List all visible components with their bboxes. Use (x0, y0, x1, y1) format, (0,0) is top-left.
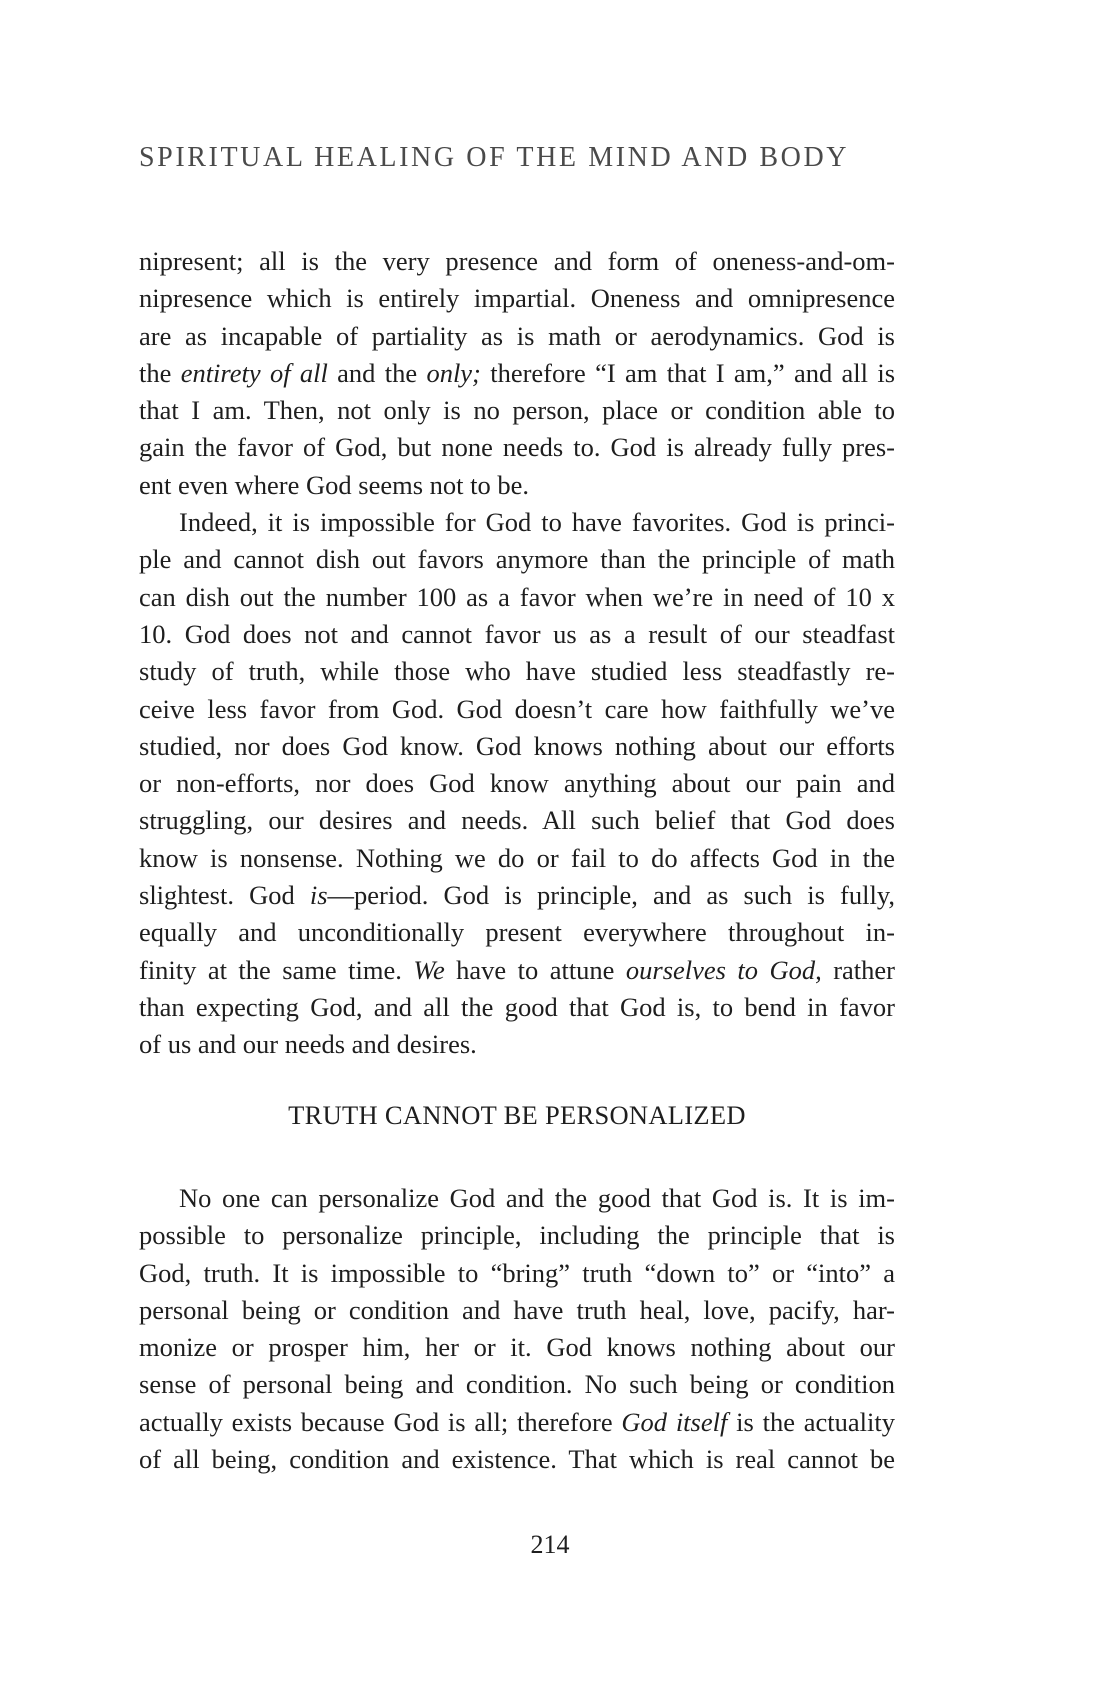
italic-phrase: entirety of all (180, 357, 328, 388)
page-number: 214 (530, 1530, 570, 1559)
text-line: of us and our needs and desires. (139, 1029, 477, 1060)
text-line: equally and unconditionally present everywhere throughout in- (139, 917, 895, 948)
paragraph-first-line: Indeed, it is impossible for God to have favorites. God is princi- (179, 507, 895, 538)
italic-phrase: ourselves to God, (625, 954, 822, 985)
text-line: that I am. Then, not only is no person, place or condition able to (139, 395, 895, 426)
text-line: are as incapable of partiality as is math or aerodynamics. God is (139, 320, 895, 351)
text-line: ceive less favor from God. God doesn’t care how faithfully we’ve (139, 693, 895, 724)
text-line: possible to personalize principle, including the principle that is (139, 1220, 895, 1251)
italic-phrase: God itself (621, 1406, 728, 1437)
text-line: can dish out the number 100 as a favor when we’re in need of 10 x (139, 581, 895, 612)
text-line: monize or prosper him, her or it. God knows nothing about our (139, 1332, 895, 1363)
text-line: ple and cannot dish out favors anymore than the principle of math (139, 544, 895, 575)
section-heading: TRUTH CANNOT BE PERSONALIZED (288, 1100, 746, 1130)
text-line: ent even where God seems not to be. (139, 469, 530, 500)
text-line: gain the favor of God, but none needs to. God is already fully pres- (139, 432, 895, 463)
text-line: or non-efforts, nor does God know anything about our pain and (139, 768, 895, 799)
text-line: 10. God does not and cannot favor us as a result of our steadfast (139, 618, 895, 649)
text-line: nipresence which is entirely impartial. Oneness and omnipresence (139, 283, 895, 314)
body-text-bottom (139, 1180, 895, 1478)
text-line: of all being, condition and existence. That which is real cannot be (139, 1444, 895, 1475)
text-line: study of truth, while those who have studied less steadfastly re- (139, 656, 895, 687)
paragraph-first-line: No one can personalize God and the good that God is. It is im- (179, 1183, 895, 1213)
text-line: studied, nor does God know. God knows nothing about our efforts (139, 730, 895, 761)
text-line: know is nonsense. Nothing we do or fail to do affects God in the (139, 842, 895, 873)
text-line: God, truth. It is impossible to “bring” truth “down to” or “into” a (139, 1257, 895, 1288)
italic-phrase: only; (426, 357, 481, 388)
italic-phrase: is (309, 880, 328, 911)
running-head: SPIRITUAL HEALING OF THE MIND AND BODY (139, 142, 850, 173)
text-line: the entirety of all and the only; therefore “I am that I am,” and all is (139, 357, 896, 388)
text-line: struggling, our desires and needs. All such belief that God does (139, 805, 895, 836)
text-line: sense of personal being and condition. No such being or condition (139, 1369, 895, 1400)
text-line: than expecting God, and all the good that God is, to bend in favor (139, 991, 895, 1022)
text-line: finity at the same time. We have to attune ourselves to God, rather (139, 954, 895, 985)
text-line: actually exists because God is all; therefore God itself is the actuality (139, 1406, 895, 1437)
text-line: personal being or condition and have truth heal, love, pacify, har- (139, 1294, 895, 1325)
body-text-top (139, 243, 895, 1064)
text-line: slightest. God is—period. God is principle, and as such is fully, (139, 880, 895, 911)
italic-phrase: We (413, 954, 445, 985)
text-line: nipresent; all is the very presence and form of oneness-and-om- (139, 246, 895, 276)
